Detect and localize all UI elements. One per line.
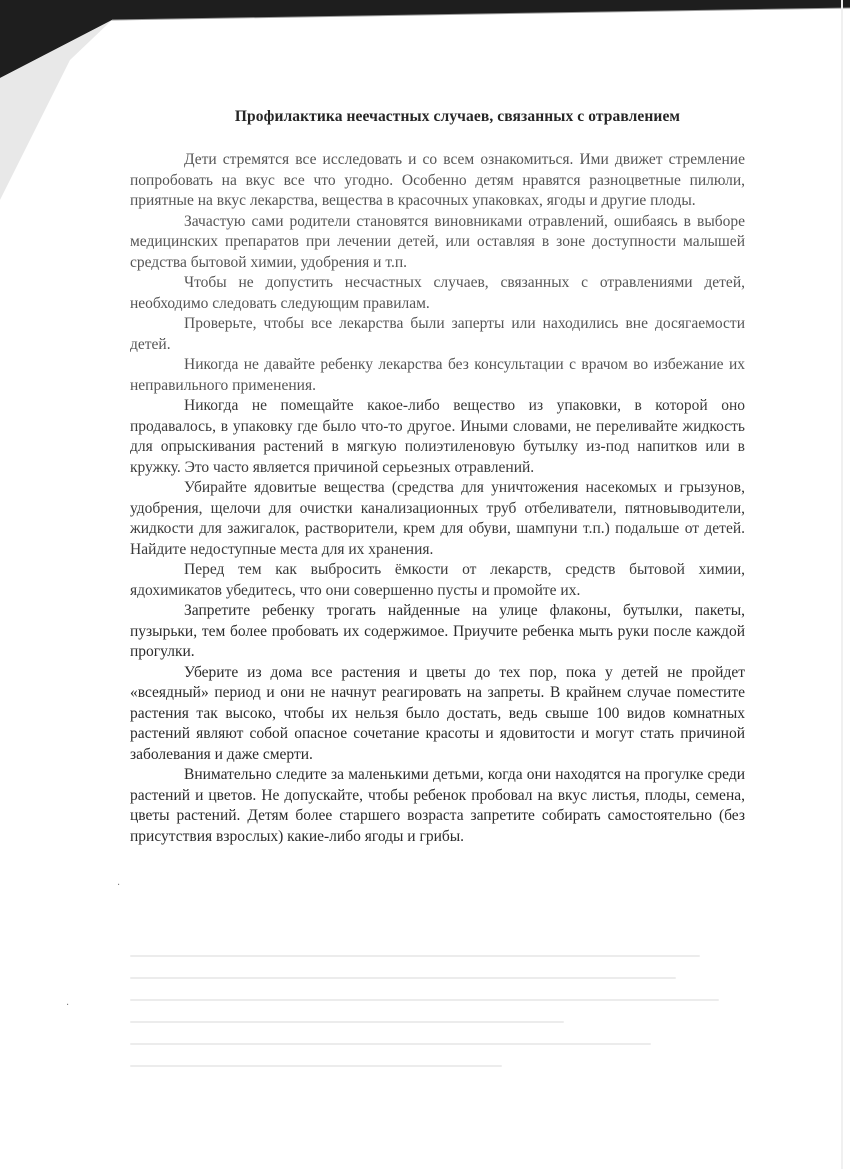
scan-speck: ·: [66, 1000, 70, 1011]
paragraph-rule-supervision: Внимательно следите за маленькими детьми, когда они находятся на прогулке среди растений и цветов. Не допускайте, чтобы ребенок пробовал на вкус листья, плоды, семена, цветы растений. Детям более старшего возраста запретите собирать самостоятельно (без присутствия взрослых) какие-либо ягоды и грибы.: [130, 766, 745, 845]
paragraph-rule-consult-doctor: Никогда не давайте ребенку лекарства без консультации с врачом во избежание их неправильного применения.: [130, 356, 745, 394]
paragraph-rule-poisons: Убирайте ядовитые вещества (средства для уничтожения насекомых и грызунов, удобрения, щелочи для очистки канализационных труб отбеливатели, пятновыводители, жидкости для зажигалок, растворители, крем для обуви, шампуни т.п.) подальше от детей. Найдите недоступные места для их хранения.: [130, 479, 745, 558]
paragraph-rule-packaging: Никогда не помещайте какое-либо вещество из упаковки, в которой оно продавалось, в упаковку где было что-то другое. Иными словами, не переливайте жидкость для опрыскивания растений в мягкую полиэтиленовую бутылку из-под напитков или в кружку. Это часто является причиной серьезных отравлений.: [130, 397, 745, 476]
paragraph-rule-plants: Уберите из дома все растения и цветы до тех пор, пока у детей не пройдет «всеядный» период и они не начнут реагировать на запреты. В крайнем случае поместите растения так высоко, чтобы их нельзя было достать, ведь свыше 100 видов комнатных растений являют собой опасное сочетание красоты и ядовитости и могут стать причиной заболевания и даже смерти.: [130, 663, 745, 763]
paragraph-parents: Зачастую сами родители становятся виновниками отравлений, ошибаясь в выборе медицинских препаратов при лечении детей, или оставляя в зоне доступности малышей средства бытовой химии, удобрения и т.п.: [130, 212, 745, 271]
bleed-through-lines: [130, 955, 750, 1087]
paragraph-rule-containers: Перед тем как выбросить ёмкости от лекарств, средств бытовой химии, ядохимикатов убедитесь, что они совершенно пусты и промойте их.: [130, 561, 745, 599]
document-title: Профилактика неечастных случаев, связанных с отравлением: [234, 108, 681, 125]
paragraph-rules-intro: Чтобы не допустить несчастных случаев, связанных с отравлениями детей, необходимо следовать следующим правилам.: [130, 274, 745, 312]
paragraph-intro: Дети стремятся все исследовать и со всем ознакомиться. Ими движет стремление попробовать на вкус все что угодно. Особенно детям нравятся разноцветные пилюли, приятные на вкус лекарства, вещества в красочных упаковках, ягоды и другие плоды.: [130, 151, 745, 209]
scan-speck: ·: [117, 880, 121, 891]
paragraph-rule-street-items: Запретите ребенку трогать найденные на улице флаконы, бутылки, пакеты, пузырьки, тем более пробовать их содержимое. Приучите ребенка мыть руки после каждой прогулки.: [130, 602, 745, 660]
paragraph-rule-lock-medicine: Проверьте, чтобы все лекарства были заперты или находились вне досягаемости детей.: [130, 315, 745, 353]
document-body: [130, 108, 745, 847]
